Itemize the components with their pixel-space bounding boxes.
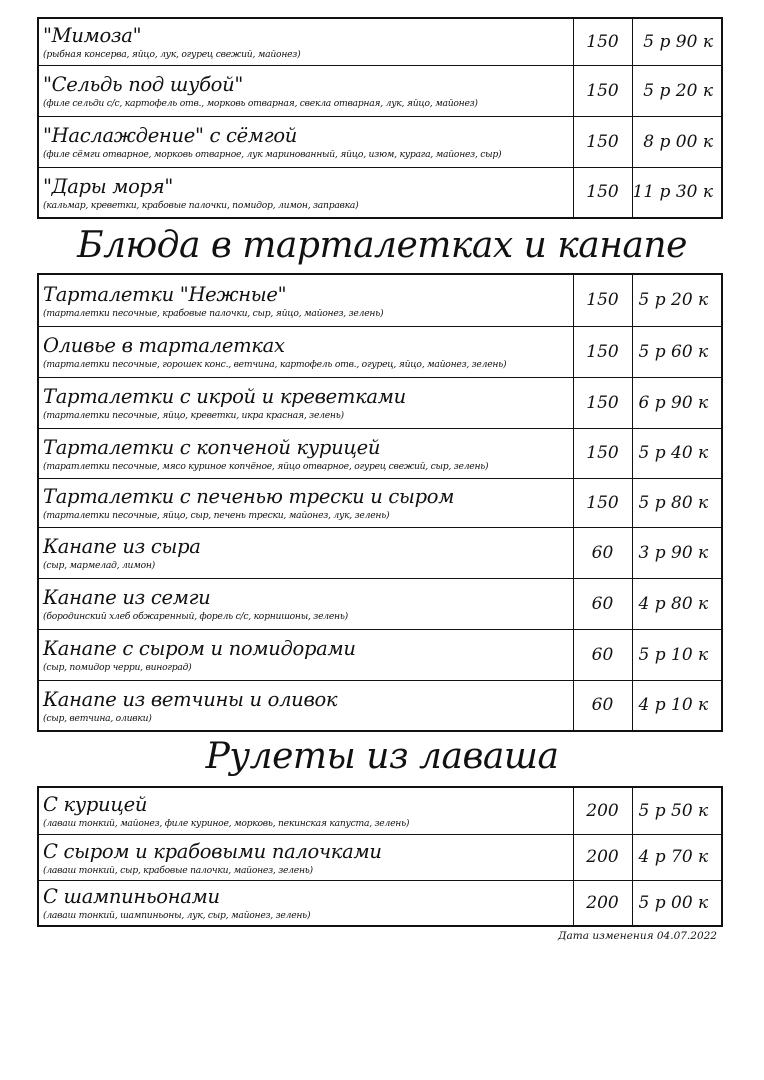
dish-cell — [38, 377, 573, 428]
dish-name: "Сельдь под шубой" — [43, 73, 244, 96]
menu-row — [38, 167, 722, 218]
dish-name: Канапе из сыра — [43, 535, 201, 558]
dish-price: 8 р 00 к — [632, 116, 722, 167]
dish-description: (филе сёмги отварное, морковь отварное, лук маринованный, яйцо, изюм, курага, майонез, сыр) — [43, 149, 502, 160]
dish-cell — [38, 274, 573, 326]
menu-row — [38, 274, 722, 326]
dish-description: (таратлетки песочные, мясо куриное копчёное, яйцо отварное, огурец свежий, сыр, зелень) — [43, 460, 489, 472]
dish-price: 5 р 40 к — [632, 428, 722, 478]
dish-description: (тарталетки песочные, яйцо, сыр, печень трески, майонез, лук, зелень) — [43, 510, 390, 521]
dish-name: Канапе с сыром и помидорами — [43, 637, 356, 660]
dish-weight: 200 — [573, 787, 632, 834]
dish-weight: 60 — [573, 680, 632, 731]
menu-row — [38, 527, 722, 578]
dish-weight: 150 — [573, 428, 632, 478]
dish-weight: 150 — [573, 116, 632, 167]
dish-description: (сыр, мармелад, лимон) — [43, 560, 156, 571]
dish-price: 5 р 20 к — [632, 274, 722, 326]
dish-weight: 60 — [573, 527, 632, 578]
dish-price: 4 р 80 к — [632, 578, 722, 629]
menu-table-lavash-rolls — [37, 786, 723, 927]
dish-weight: 150 — [573, 274, 632, 326]
dish-cell — [38, 834, 573, 880]
dish-price: 11 р 30 к — [632, 167, 722, 218]
dish-weight: 60 — [573, 629, 632, 680]
dish-price: 5 р 10 к — [632, 629, 722, 680]
dish-description: (рыбная консерва, яйцо, лук, огурец свежий, майонез) — [43, 49, 301, 61]
dish-name: "Дары моря" — [43, 174, 173, 198]
section-title-tartlets-canape: Блюда в тарталетках и канапе — [77, 225, 687, 266]
dish-price: 5 р 60 к — [632, 326, 722, 377]
dish-weight: 150 — [573, 18, 632, 65]
dish-price: 5 р 90 к — [632, 18, 722, 65]
dish-price: 5 р 50 к — [632, 787, 722, 834]
dish-weight: 150 — [573, 326, 632, 377]
menu-table-tartlets-canape — [37, 273, 723, 732]
dish-cell — [38, 326, 573, 377]
dish-description: (лаваш тонкий, майонез, филе куриное, морковь, пекинская капуста, зелень) — [43, 818, 410, 830]
menu-row — [38, 65, 722, 116]
dish-price: 5 р 80 к — [632, 478, 722, 527]
dish-description: (тарталетки песочные, горошек конс., ветчина, картофель отв., огурец, яйцо, майонез, зелень) — [43, 359, 507, 370]
menu-row — [38, 680, 722, 731]
menu-row — [38, 377, 722, 428]
dish-cell — [38, 167, 573, 218]
dish-description: (лаваш тонкий, шампиньоны, лук, сыр, майонез, зелень) — [43, 910, 311, 922]
dish-cell — [38, 116, 573, 167]
dish-cell — [38, 880, 573, 926]
menu-row — [38, 326, 722, 377]
menu-row — [38, 880, 722, 926]
dish-name: Оливье в тарталетках — [43, 334, 285, 357]
section-title-lavash-rolls: Рулеты из лаваша — [205, 736, 559, 777]
dish-name: "Мимоза" — [43, 24, 142, 48]
dish-cell — [38, 787, 573, 834]
dish-name: Тарталетки "Нежные" — [43, 282, 287, 306]
dish-description: (бородинский хлеб обжаренный, форель с/с, корнишоны, зелень) — [43, 611, 348, 622]
dish-description: (тарталетки песочные, яйцо, креветки, икра красная, зелень) — [43, 410, 344, 421]
dish-cell — [38, 18, 573, 65]
dish-name: С шампиньонами — [43, 885, 220, 909]
dish-price: 4 р 70 к — [632, 834, 722, 880]
dish-name: Тарталетки с печенью трески и сыром — [43, 485, 455, 508]
dish-price: 5 р 00 к — [632, 880, 722, 926]
dish-cell — [38, 578, 573, 629]
dish-cell — [38, 527, 573, 578]
dish-weight: 200 — [573, 880, 632, 926]
menu-row — [38, 116, 722, 167]
dish-description: (сыр, ветчина, оливки) — [43, 712, 152, 724]
dish-name: С сыром и крабовыми палочками — [43, 839, 382, 863]
dish-name: Тарталетки с копченой курицей — [43, 435, 381, 459]
dish-description: (сыр, помидор черри, виноград) — [43, 662, 192, 673]
menu-row — [38, 478, 722, 527]
dish-price: 4 р 10 к — [632, 680, 722, 731]
change-date: Дата изменения 04.07.2022 — [558, 930, 717, 942]
menu-table-salads — [37, 17, 723, 219]
dish-weight: 150 — [573, 167, 632, 218]
dish-cell — [38, 65, 573, 116]
dish-description: (кальмар, креветки, крабовые палочки, помидор, лимон, заправка) — [43, 199, 359, 211]
dish-name: С курицей — [43, 793, 148, 817]
dish-name: "Наслаждение" с сёмгой — [43, 124, 298, 147]
dish-description: (филе сельди с/с, картофель отв., морковь отварная, свекла отварная, лук, яйцо, майонез) — [43, 98, 478, 109]
dish-price: 6 р 90 к — [632, 377, 722, 428]
dish-price: 5 р 20 к — [632, 65, 722, 116]
dish-weight: 200 — [573, 834, 632, 880]
dish-name: Тарталетки с икрой и креветками — [43, 385, 406, 408]
dish-price: 3 р 90 к — [632, 527, 722, 578]
menu-row — [38, 629, 722, 680]
dish-name: Канапе из ветчины и оливок — [43, 687, 338, 711]
dish-weight: 150 — [573, 65, 632, 116]
menu-row — [38, 578, 722, 629]
menu-row — [38, 18, 722, 65]
menu-row — [38, 428, 722, 478]
menu-row — [38, 834, 722, 880]
dish-weight: 60 — [573, 578, 632, 629]
dish-description: (тарталетки песочные, крабовые палочки, сыр, яйцо, майонез, зелень) — [43, 307, 384, 319]
dish-cell — [38, 629, 573, 680]
dish-cell — [38, 428, 573, 478]
dish-cell — [38, 680, 573, 731]
dish-weight: 150 — [573, 478, 632, 527]
dish-cell — [38, 478, 573, 527]
menu-row — [38, 787, 722, 834]
dish-description: (лаваш тонкий, сыр, крабовые палочки, майонез, зелень) — [43, 864, 313, 876]
dish-name: Канапе из семги — [43, 586, 211, 609]
dish-weight: 150 — [573, 377, 632, 428]
